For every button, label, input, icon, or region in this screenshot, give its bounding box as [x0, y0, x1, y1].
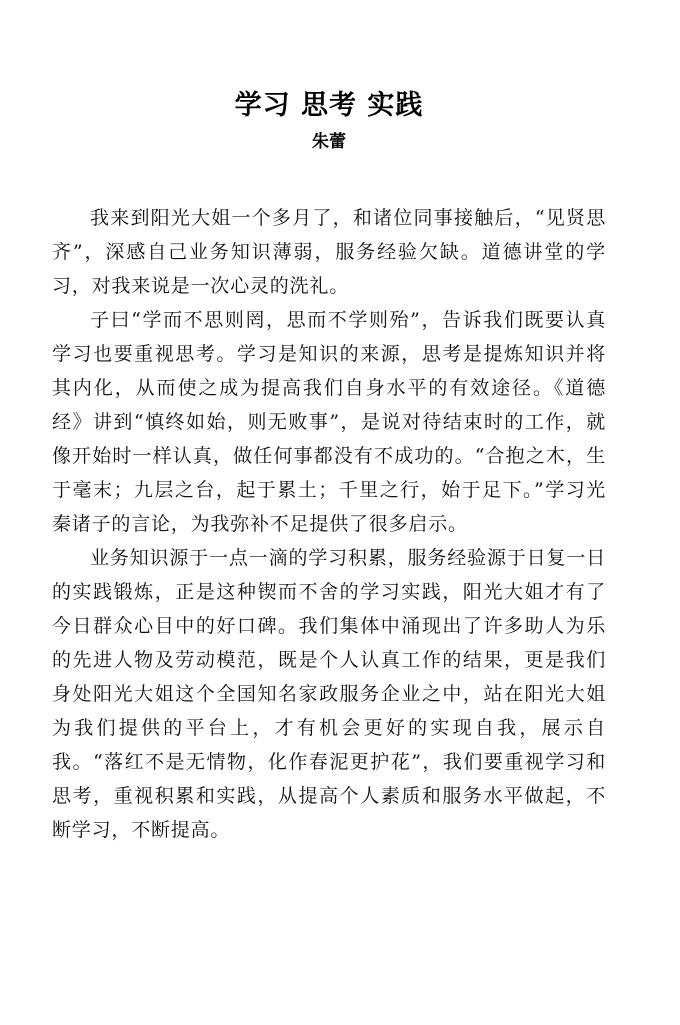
- page-title: 学习 思考 实践: [234, 90, 424, 121]
- paragraph-2: 子曰“学而不思则罔，思而不学则殆”，告诉我们既要认真学习也要重视思考。学习是知识的来源，思考是提炼知识并将其内化，从而使之成为提高我们自身水平的有效途径。《道德经》讲到“慎终如始，则无败事”，是说对待结束时的工作，就像开始时一样认真，做任何事都没有不成功的。“合抱之木，生于毫末；九层之台，起于累土；千里之行，始于足下。”学习光秦诸子的言论，为我弥补不足提供了很多启示。: [52, 309, 606, 535]
- article-body: [52, 201, 606, 847]
- paragraph-1: 我来到阳光大姐一个多月了，和诸位同事接触后，“见贤思齐”，深感自己业务知识薄弱，服务经验欠缺。道德讲堂的学习，对我来说是一次心灵的洗礼。: [52, 207, 606, 297]
- author-name: 朱蕾: [312, 132, 346, 152]
- paragraph-3: 业务知识源于一点一滴的学习积累，服务经验源于日复一日的实践锻炼，正是这种锲而不舍的学习实践，阳光大姐才有了今日群众心目中的好口碑。我们集体中涌现出了许多助人为乐的先进人物及劳动模范，既是个人认真工作的结果，更是我们身处阳光大姐这个全国知名家政服务企业之中，站在阳光大姐为我们提供的平台上，才有机会更好的实现自我，展示自我。“落红不是无情物，化作春泥更护花”，我们要重视学习和思考，重视积累和实践，从提高个人素质和服务水平做起，不断学习，不断提高。: [52, 547, 606, 841]
